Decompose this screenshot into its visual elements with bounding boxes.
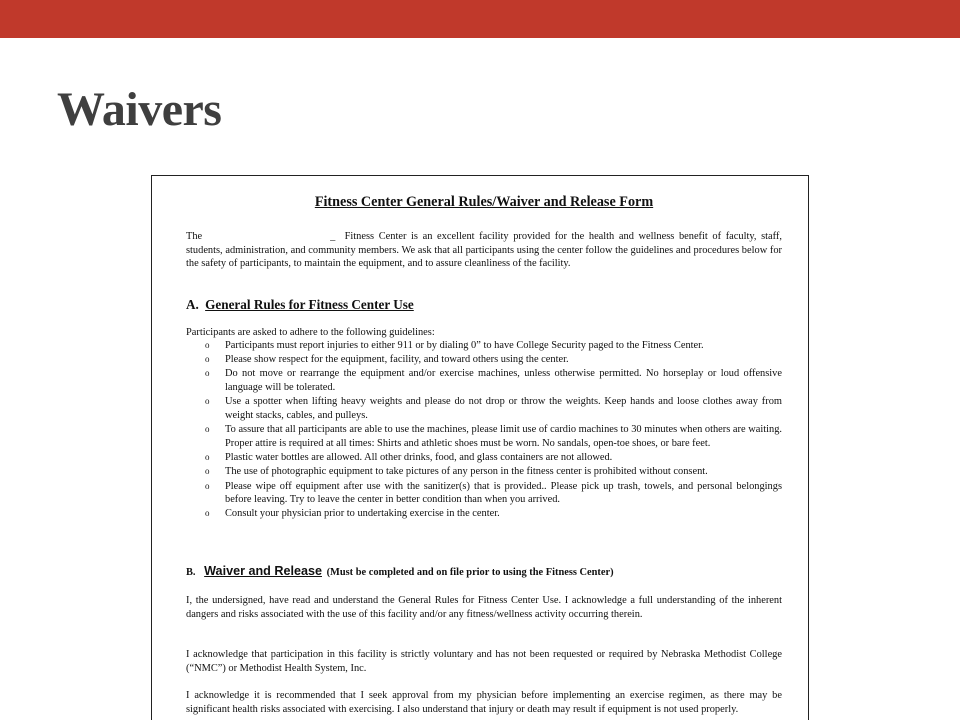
- intro-text: Fitness Center is an excellent facility provided for the health and wellness benefit of faculty, staff, students, administration, and community members. We ask that all participants using the center follow the guidelines and procedures below for the safety of participants, to maintain the equipment, and to assure cleanliness of the facility.: [186, 231, 782, 270]
- bullet-icon: o: [205, 424, 210, 435]
- bullet-icon: o: [205, 508, 210, 519]
- waiver-paragraph: I acknowledge that participation in this facility is strictly voluntary and has not been requested or required by Nebraska Methodist College (“NMC”) or Methodist Health System, Inc.: [186, 649, 782, 674]
- section-b-note: (Must be completed and on file prior to using the Fitness Center): [326, 567, 614, 578]
- bullet-icon: o: [205, 354, 210, 365]
- rule-item: o Participants must report injuries to either 911 or by dialing 0” to have College Security paged to the Fitness Center.: [205, 340, 704, 351]
- section-a-title: General Rules for Fitness Center Use: [205, 297, 414, 312]
- document-title: Fitness Center General Rules/Waiver and Release Form: [314, 194, 654, 210]
- rule-item: o Please wipe off equipment after use with the sanitizer(s) that is provided.. Please pick up trash, towels, and personal belongings before leaving. Try to leave the center in better condition than when you arrived.: [205, 480, 782, 506]
- section-b-title: Waiver and Release: [204, 564, 322, 578]
- section-a-heading: [186, 298, 414, 312]
- guidelines-intro: Participants are asked to adhere to the following guidelines:: [186, 327, 435, 338]
- rule-item: o Use a spotter when lifting heavy weights and please do not drop or throw the weights. Keep hands and loose clothes away from weight stacks, cables, and pulleys.: [205, 396, 782, 422]
- rule-item: o Plastic water bottles are allowed. All other drinks, food, and glass containers are not allowed.: [205, 452, 613, 464]
- rules-list: [186, 339, 782, 522]
- intro-marker: _: [330, 231, 336, 242]
- waiver-paragraph: I acknowledge it is recommended that I seek approval from my physician before implementing an exercise regimen, as there may be significant health risks associated with exercising. I also understand that injury or death may result if equipment is not used properly.: [186, 690, 782, 715]
- bullet-icon: o: [205, 340, 210, 350]
- bullet-icon: o: [205, 480, 210, 491]
- bullet-icon: o: [205, 396, 210, 407]
- rule-item: o Please show respect for the equipment, facility, and toward others using the center.: [205, 354, 569, 366]
- bullet-icon: o: [205, 466, 210, 477]
- top-accent-bar: [0, 0, 960, 38]
- rule-item: o The use of photographic equipment to take pictures of any person in the fitness center is prohibited without consent.: [205, 466, 708, 478]
- intro-prefix: The: [186, 231, 203, 242]
- section-a-letter: A.: [186, 297, 199, 312]
- section-b-heading: [186, 565, 614, 580]
- bullet-icon: o: [205, 368, 210, 379]
- rule-item: o To assure that all participants are able to use the machines, please limit use of cardio machines to 30 minutes when others are waiting. Proper attire is required at all times: Shirts and athletic shoes must be worn. No sandals, open-toe shoes, or bare feet.: [205, 424, 782, 449]
- section-b-letter: B.: [186, 567, 196, 578]
- bullet-icon: o: [205, 452, 210, 463]
- waiver-paragraph: I, the undersigned, have read and understand the General Rules for Fitness Center Use. I acknowledge a full understanding of the inherent dangers and risks associated with the use of this facility and/or any fitness/wellness activity occurring therein.: [186, 595, 782, 620]
- intro-paragraph: [186, 230, 782, 271]
- rule-item: o Consult your physician prior to undertaking exercise in the center.: [205, 508, 500, 520]
- waiver-document: [151, 175, 809, 720]
- rule-item: o Do not move or rearrange the equipment and/or exercise machines, unless otherwise permitted. No horseplay or loud offensive language will be tolerated.: [205, 368, 782, 394]
- slide-title: Waivers: [57, 83, 222, 136]
